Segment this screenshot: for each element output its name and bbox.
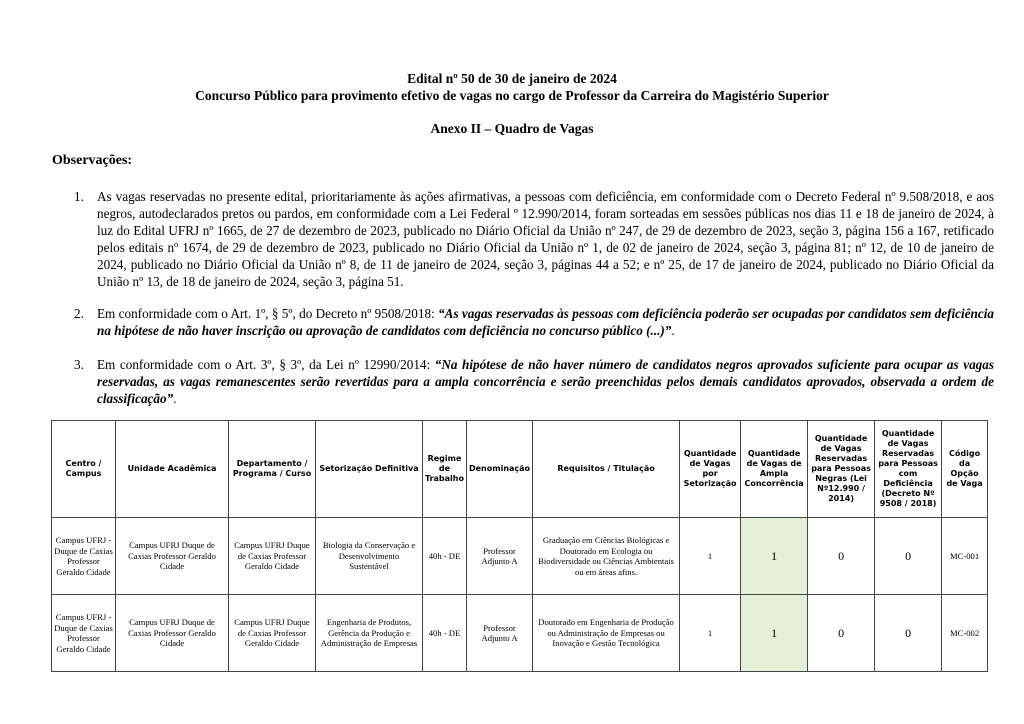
- header-ampla: Quantidade de Vagas de Ampla Concorrência: [741, 421, 808, 518]
- table-header-row: [52, 421, 988, 518]
- cell-unidade: Campus UFRJ Duque de Caxias Professor Geraldo Cidade: [116, 595, 229, 672]
- cell-deficiencia: 0: [875, 518, 942, 595]
- cell-unidade: Campus UFRJ Duque de Caxias Professor Geraldo Cidade: [116, 518, 229, 595]
- observation-text: [97, 356, 994, 407]
- cell-departamento: Campus UFRJ Duque de Caxias Professor Geraldo Cidade: [229, 518, 316, 595]
- header-negras: Quantidade de Vagas Reservadas para Pessoas Negras (Lei Nº12.990 / 2014): [808, 421, 875, 518]
- cell-regime: 40h - DE: [423, 595, 467, 672]
- observation-tail: .: [671, 323, 675, 338]
- observation-item: [74, 305, 994, 339]
- cell-requisitos: Graduação em Ciências Biológicas e Doutorado em Ecologia ou Biodiversidade ou Ciências Ambientais ou em áreas afins.: [533, 518, 680, 595]
- cell-regime: 40h - DE: [423, 518, 467, 595]
- edital-title: Edital nº 50 de 30 de janeiro de 2024: [407, 71, 617, 86]
- cell-setorizacao: Engenharia de Produtos, Gerência da Produção e Administração de Empresas: [316, 595, 423, 672]
- header-codigo: Código da Opção de Vaga: [942, 421, 988, 518]
- header-departamento: Departamento / Programa / Curso: [229, 421, 316, 518]
- cell-centro: Campus UFRJ - Duque de Caxias Professor Geraldo Cidade: [52, 518, 116, 595]
- cell-centro: Campus UFRJ - Duque de Caxias Professor Geraldo Cidade: [52, 595, 116, 672]
- observation-number: 1.: [74, 189, 84, 204]
- header-vagas-setorizacao: Quantidade de Vagas por Setorização: [680, 421, 741, 518]
- vacancy-table: [51, 420, 988, 672]
- observation-intro: Em conformidade com o Art. 1º, § 5º, do Decreto nº 9508/2018:: [97, 306, 439, 321]
- header-deficiencia: Quantidade de Vagas Reservadas para Pessoas com Deficiência (Decreto Nº 9508 / 2018): [875, 421, 942, 518]
- table-row: [52, 595, 988, 672]
- observation-quote: “As vagas reservadas às pessoas com deficiência poderão ser ocupadas por candidatos sem deficiência na hipótese de não haver inscrição ou aprovação de candidatos com deficiência no concurso público (...)”: [97, 306, 994, 338]
- observation-tail: .: [173, 391, 177, 406]
- observation-intro: Em conformidade com o Art. 3º, § 3º, da Lei nº 12990/2014:: [97, 357, 435, 372]
- cell-codigo: MC-002: [942, 595, 988, 672]
- header-centro: Centro / Campus: [52, 421, 116, 518]
- annex-title: Anexo II – Quadro de Vagas: [430, 121, 594, 136]
- observation-number: 2.: [74, 306, 84, 321]
- observation-text: As vagas reservadas no presente edital, prioritariamente às ações afirmativas, a pessoas com deficiência, em conformidade com o Decreto Federal nº 9.508/2018, e aos negros, autodeclarados pretos ou pardos, em conformidade com a Lei Federal º 12.990/2014, foram sorteadas em sessões públicas nos dias 11 e 18 de janeiro de 2024, à luz do Edital UFRJ nº 1665, de 27 de dezembro de 2023, publicado no Diário Oficial da União nº 247, de 29 de dezembro de 2023, seção 3, página 156 a 167, retificado pelos editais nº 1674, de 29 de dezembro de 2023, publicado no Diário Oficial da União nº 1, de 02 de janeiro de 2024, seção 3, página 81; nº 12, de 10 de janeiro de 2024, publicado no Diário Oficial da União nº 8, de 11 de janeiro de 2024, seção 3, páginas 44 a 52; e nº 25, de 17 de janeiro de 2024, publicado no Diário Oficial da União nº 13, de 18 de janeiro de 2024, seção 3, página 51.: [97, 189, 994, 289]
- cell-negras: 0: [808, 595, 875, 672]
- concurso-title: Concurso Público para provimento efetivo de vagas no cargo de Professor da Carreira do Magistério Superior: [195, 88, 829, 103]
- cell-setorizacao: Biologia da Conservação e Desenvolvimento Sustentável: [316, 518, 423, 595]
- observation-number: 3.: [74, 357, 84, 372]
- cell-denominacao: Professor Adjunto A: [466, 595, 532, 672]
- header-regime: Regime de Trabalho: [423, 421, 467, 518]
- header-unidade: Unidade Acadêmica: [116, 421, 229, 518]
- cell-departamento: Campus UFRJ Duque de Caxias Professor Geraldo Cidade: [229, 595, 316, 672]
- header-requisitos: Requisitos / Titulação: [533, 421, 680, 518]
- cell-requisitos: Doutorado em Engenharia de Produção ou Administração de Empresas ou Inovação e Gestão Tecnológica: [533, 595, 680, 672]
- cell-vagas-setorizacao: 1: [680, 518, 741, 595]
- cell-ampla: 1: [741, 518, 808, 595]
- header-setorizacao: Setorização Definitiva: [316, 421, 423, 518]
- observations-title: Observações:: [52, 153, 133, 168]
- observation-item: [74, 356, 994, 407]
- header-denominacao: Denominação: [466, 421, 532, 518]
- observation-quote: “Na hipótese de não haver número de candidatos negros aprovados suficiente para ocupar as vagas reservadas, as vagas remanescentes serão revertidas para a ampla concorrência e serão preenchidas pelos demais candidatos aprovados, observada a ordem de classificação”: [97, 357, 994, 406]
- observation-item: [74, 188, 994, 290]
- cell-vagas-setorizacao: 1: [680, 595, 741, 672]
- cell-negras: 0: [808, 518, 875, 595]
- observation-text: [97, 305, 994, 339]
- cell-deficiencia: 0: [875, 595, 942, 672]
- cell-codigo: MC-001: [942, 518, 988, 595]
- cell-ampla: 1: [741, 595, 808, 672]
- table-row: [52, 518, 988, 595]
- cell-denominacao: Professor Adjunto A: [466, 518, 532, 595]
